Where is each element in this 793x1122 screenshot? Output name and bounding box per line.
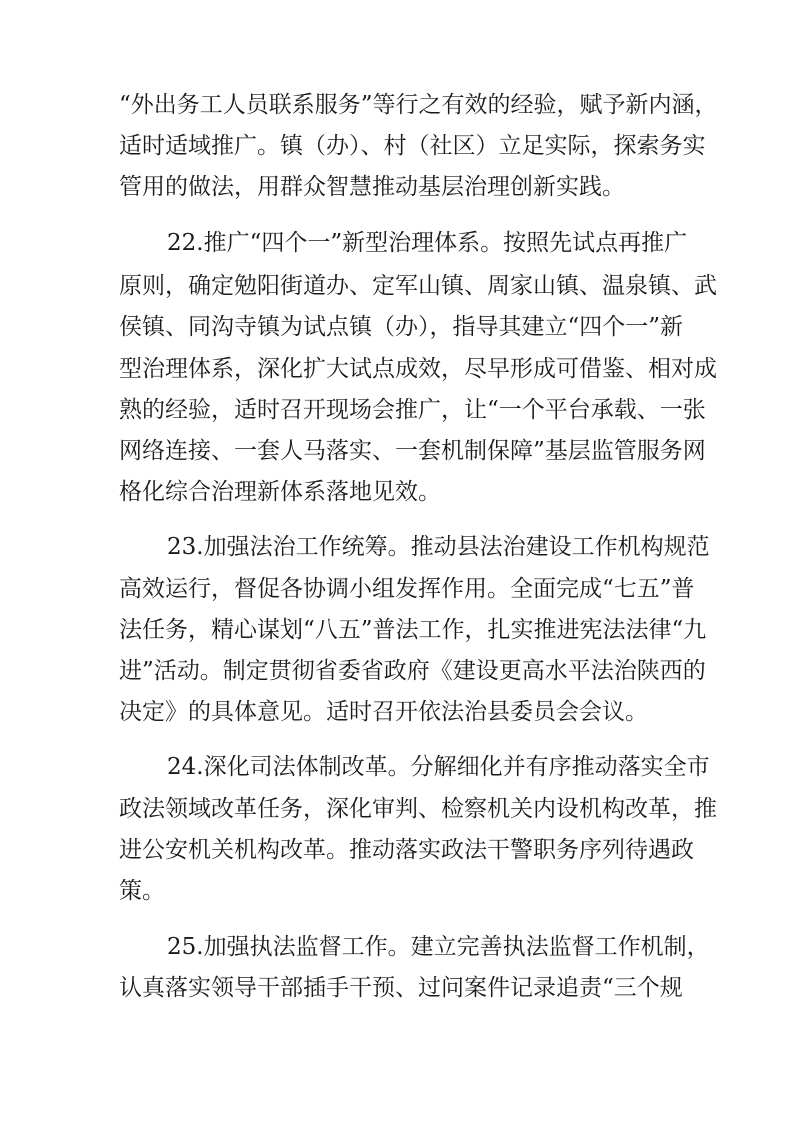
text-line xyxy=(0,270,793,302)
text-line xyxy=(0,435,793,467)
text-line xyxy=(0,394,793,426)
text-line xyxy=(0,696,793,728)
line-text: 25.加强执法监督工作。建立完善执法监督工作机制， xyxy=(167,934,710,960)
line-text: 进公安机关机构改革。推动落实政法干警职务序列待遇政 xyxy=(119,837,694,863)
line-text: 22.推广“四个一”新型治理体系。按照先试点再推广 xyxy=(167,230,688,256)
text-line xyxy=(0,171,793,203)
line-text: 管用的做法，用群众智慧推动基层治理创新实践。 xyxy=(119,174,625,200)
text-line xyxy=(0,531,793,563)
line-text: 策。 xyxy=(119,878,165,904)
line-text: 决定》的具体意见。适时召开依法治县委员会会议。 xyxy=(119,699,648,725)
line-text: 侯镇、同沟寺镇为试点镇（办），指导其建立“四个一”新 xyxy=(119,314,684,340)
text-line xyxy=(0,655,793,687)
text-line xyxy=(0,614,793,646)
line-text: 24.深化司法体制改革。分解细化并有序推动落实全市 xyxy=(167,754,710,780)
line-text: “外出务工人员联系服务”等行之有效的经验，赋予新内涵， xyxy=(119,92,718,118)
text-line xyxy=(0,793,793,825)
line-text: 适时适域推广。镇（办）、村（社区）立足实际，探索务实 xyxy=(119,133,706,159)
line-text: 进”活动。制定贯彻省委省政府《建设更高水平法治陕西的 xyxy=(119,658,706,684)
line-text: 高效运行，督促各协调小组发挥作用。全面完成“七五”普 xyxy=(119,576,695,602)
line-text: 熟的经验，适时召开现场会推广，让“一个平台承载、一张 xyxy=(119,397,706,423)
text-line xyxy=(0,130,793,162)
text-line xyxy=(0,834,793,866)
line-text: 政法领域改革任务，深化审判、检察机关内设机构改革，推 xyxy=(119,796,717,822)
text-line xyxy=(0,89,793,121)
text-line xyxy=(0,573,793,605)
text-line xyxy=(0,227,793,259)
text-line xyxy=(0,353,793,385)
text-line xyxy=(0,751,793,783)
text-line xyxy=(0,476,793,508)
text-line xyxy=(0,972,793,1004)
text-line xyxy=(0,931,793,963)
line-text: 原则，确定勉阳街道办、定军山镇、周家山镇、温泉镇、武 xyxy=(119,273,717,299)
line-text: 型治理体系，深化扩大试点成效，尽早形成可借鉴、相对成 xyxy=(119,356,717,382)
text-line xyxy=(0,875,793,907)
line-text: 认真落实领导干部插手干预、过问案件记录追责“三个规 xyxy=(119,975,683,1001)
line-text: 法任务，精心谋划“八五”普法工作，扎实推进宪法法律“九 xyxy=(119,617,707,643)
line-text: 格化综合治理新体系落地见效。 xyxy=(119,479,441,505)
line-text: 23.加强法治工作统筹。推动县法治建设工作机构规范 xyxy=(167,534,710,560)
line-text: 网络连接、一套人马落实、一套机制保障”基层监管服务网 xyxy=(119,438,706,464)
text-line xyxy=(0,311,793,343)
